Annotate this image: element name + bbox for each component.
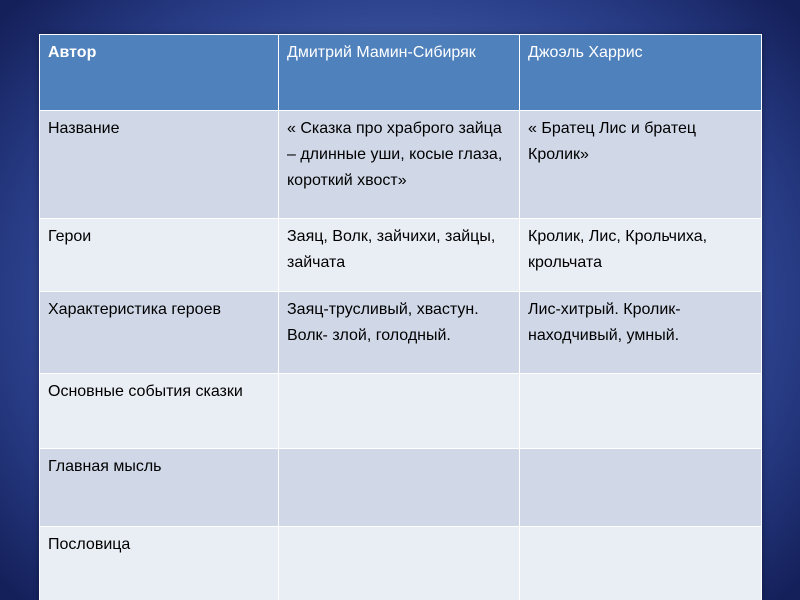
- cell-title-author-1: « Сказка про храброго зайца – длинные уши, косые глаза, короткий хвост»: [279, 111, 520, 219]
- row-label-main-idea: Главная мысль: [40, 448, 279, 526]
- cell-proverb-author-1: [279, 526, 520, 600]
- comparison-table: [39, 34, 762, 600]
- cell-main-events-author-2: [520, 373, 762, 448]
- cell-characteristics-author-2: Лис-хитрый. Кролик-находчивый, умный.: [520, 291, 762, 373]
- table-header-row: [40, 35, 762, 111]
- cell-main-idea-author-1: [279, 448, 520, 526]
- header-cell-author-label: Автор: [40, 35, 279, 111]
- cell-proverb-author-2: [520, 526, 762, 600]
- row-label-title: Название: [40, 111, 279, 219]
- table-row-title: [40, 111, 762, 219]
- header-cell-author-1: Дмитрий Мамин-Сибиряк: [279, 35, 520, 111]
- table-row-main-events: [40, 373, 762, 448]
- table-row-proverb: [40, 526, 762, 600]
- cell-heroes-author-1: Заяц, Волк, зайчихи, зайцы, зайчата: [279, 218, 520, 291]
- cell-main-idea-author-2: [520, 448, 762, 526]
- row-label-proverb: Пословица: [40, 526, 279, 600]
- table-row-heroes: [40, 218, 762, 291]
- table-row-characteristics: [40, 291, 762, 373]
- row-label-characteristics: Характеристика героев: [40, 291, 279, 373]
- cell-characteristics-author-1: Заяц-трусливый, хвастун. Волк- злой, голодный.: [279, 291, 520, 373]
- row-label-heroes: Герои: [40, 218, 279, 291]
- table-row-main-idea: [40, 448, 762, 526]
- cell-title-author-2: « Братец Лис и братец Кролик»: [520, 111, 762, 219]
- cell-main-events-author-1: [279, 373, 520, 448]
- row-label-main-events: Основные события сказки: [40, 373, 279, 448]
- header-cell-author-2: Джоэль Харрис: [520, 35, 762, 111]
- cell-heroes-author-2: Кролик, Лис, Крольчиха, крольчата: [520, 218, 762, 291]
